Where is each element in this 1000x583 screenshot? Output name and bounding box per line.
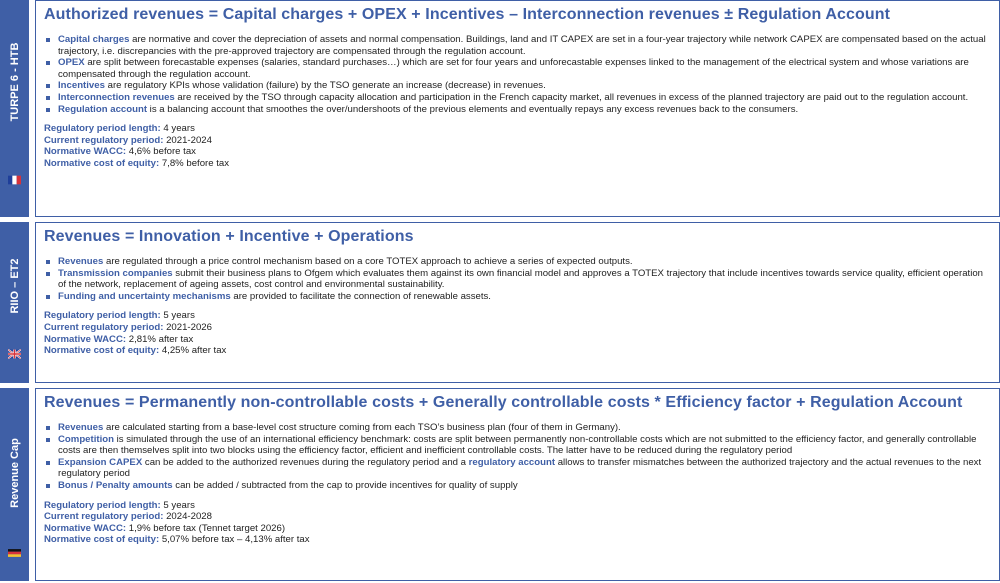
param-value: 4 years xyxy=(160,123,195,135)
side-label: TURPE 6 - HTB xyxy=(8,43,21,122)
list-item xyxy=(44,104,991,116)
param-row xyxy=(44,345,991,357)
formula-title: Revenues = Innovation + Incentive + Operations xyxy=(44,228,414,245)
param-value: 7,8% before tax xyxy=(159,157,230,169)
panel-uk xyxy=(0,222,1000,383)
list-item xyxy=(44,80,991,92)
description: are calculated starting from a base-level cost structure coming from each TSO’s business plan (four of them in Germany). xyxy=(103,422,621,433)
param-label: Normative WACC: xyxy=(44,522,127,534)
side-tab xyxy=(0,388,29,581)
description: are provided to facilitate the connection of renewable assets. xyxy=(230,290,491,302)
param-value: 2021-2024 xyxy=(163,134,212,146)
param-row xyxy=(44,135,991,147)
param-row xyxy=(44,534,991,546)
description: are regulatory KPIs whose validation (failure) by the TSO generate an increase (decrease) in revenues. xyxy=(104,80,546,92)
param-row xyxy=(44,146,991,158)
param-row xyxy=(44,158,991,170)
side-label: RIIO – ET2 xyxy=(8,258,21,314)
description: are regulated through a price control mechanism based on a core TOTEX approach to achieve a series of expected outputs. xyxy=(103,256,633,267)
side-label: Revenue Cap xyxy=(8,438,21,508)
parameters xyxy=(44,500,991,546)
list-item xyxy=(44,92,991,104)
panel-germany xyxy=(0,388,1000,581)
content-box xyxy=(35,388,1000,581)
param-value: 1,9% before tax (Tennet target 2026) xyxy=(126,522,286,534)
term: Competition xyxy=(58,433,114,445)
term: Capital charges xyxy=(58,34,130,45)
term: Revenues xyxy=(58,422,104,433)
list-item xyxy=(44,34,991,57)
content-box xyxy=(35,222,1000,383)
term: Revenues xyxy=(58,256,104,267)
param-row xyxy=(44,511,991,523)
bullet-list xyxy=(44,34,991,115)
param-label: Normative cost of equity: xyxy=(44,157,160,169)
description: is simulated through the use of an international efficiency benchmark: costs are split between permanently non-controllable costs which are not submitted to the efficiency factor, and generally controllable costs are then themselves split into two blocks using the efficiency factor, efficient and inefficient controllable costs. The latter have to be reduced during the regulatory period xyxy=(58,433,977,457)
param-value: 4,6% before tax xyxy=(126,146,196,158)
bullet-list xyxy=(44,422,991,492)
param-label: Current regulatory period: xyxy=(44,321,164,333)
term: Incentives xyxy=(58,80,105,92)
param-value: 2024-2028 xyxy=(163,511,212,523)
param-row xyxy=(44,334,991,346)
param-row xyxy=(44,310,991,322)
term: Funding and uncertainty mechanisms xyxy=(58,290,231,302)
param-row xyxy=(44,322,991,334)
description: can be added / subtracted from the cap to provide incentives for quality of supply xyxy=(172,479,518,491)
param-label: Normative cost of equity: xyxy=(44,345,160,357)
param-value: 2,81% after tax xyxy=(126,333,194,345)
bullet-list xyxy=(44,256,991,302)
param-value: 2021-2026 xyxy=(163,321,212,333)
param-label: Regulatory period length: xyxy=(44,310,161,322)
param-value: 4,25% after tax xyxy=(159,345,227,357)
list-item xyxy=(44,268,991,291)
description: are split between forecastable expenses (salaries, standard purchases…) which are set for four years and unforecastable expenses linked to the management of the electrical system and whose variations are compensated through the regulation account. xyxy=(58,57,969,80)
list-item xyxy=(44,57,991,80)
term: Bonus / Penalty amounts xyxy=(58,479,173,491)
term: Regulation account xyxy=(58,103,148,115)
description: is a balancing account that smoothes the over/undershoots of the previous elements and eventually repays any excess revenues back to the consumers. xyxy=(147,103,799,115)
param-row xyxy=(44,500,991,512)
param-label: Normative WACC: xyxy=(44,146,127,158)
side-tab xyxy=(0,222,29,383)
france-flag-icon xyxy=(8,175,21,185)
term: regulatory account xyxy=(468,456,556,468)
param-value: 5 years xyxy=(160,499,195,511)
param-row xyxy=(44,523,991,535)
description: can be added to the authorized revenues during the regulatory period and a xyxy=(142,456,469,468)
param-label: Normative WACC: xyxy=(44,333,127,345)
side-tab xyxy=(0,0,29,217)
description: allows to transfer mismatches between the authorized trajectory and the actual revenues to the next regulatory period xyxy=(58,456,982,480)
param-label: Regulatory period length: xyxy=(44,123,161,135)
term: Expansion CAPEX xyxy=(58,456,143,468)
parameters xyxy=(44,123,991,169)
description: are normative and cover the depreciation of assets and normal compensation. Buildings, land and IT CAPEX are set in a four-year trajectory while network CAPEX are compensated based on the actual trajectory, i.e. discrepancies with the pre-approved trajectory are compensated through the regulation account. xyxy=(58,34,986,57)
list-item xyxy=(44,422,991,434)
formula-title: Revenues = Permanently non-controllable costs + Generally controllable costs * Efficiency factor + Regulation Account xyxy=(44,394,963,411)
term: OPEX xyxy=(58,57,85,69)
param-label: Current regulatory period: xyxy=(44,511,164,523)
param-label: Normative cost of equity: xyxy=(44,534,160,546)
content-box xyxy=(35,0,1000,217)
formula-title: Authorized revenues = Capital charges + OPEX + Incentives – Interconnection revenues ± Regulation Account xyxy=(44,6,891,23)
param-label: Current regulatory period: xyxy=(44,134,164,146)
panel-france xyxy=(0,0,1000,217)
list-item xyxy=(44,457,991,480)
param-row xyxy=(44,123,991,135)
list-item xyxy=(44,434,991,457)
uk-flag-icon xyxy=(8,349,21,359)
germany-flag-icon xyxy=(8,548,21,558)
list-item xyxy=(44,291,991,303)
description: submit their business plans to Ofgem which evaluates them against its own financial model and approves a TOTEX trajectory that include incentives towards service quality, efficient operation of the network, replacement of ageing assets, cost control and environmental sustainability. xyxy=(58,267,984,291)
parameters xyxy=(44,310,991,356)
param-label: Regulatory period length: xyxy=(44,499,161,511)
param-value: 5,07% before tax – 4,13% after tax xyxy=(159,534,310,546)
list-item xyxy=(44,256,991,268)
param-value: 5 years xyxy=(160,310,195,322)
term: Interconnection revenues xyxy=(58,91,175,103)
description: are received by the TSO through capacity allocation and participation in the French capacity market, all revenues in excess of the planned trajectory are paid out to the regulation account. xyxy=(174,91,969,103)
term: Transmission companies xyxy=(58,267,173,279)
list-item xyxy=(44,480,991,492)
